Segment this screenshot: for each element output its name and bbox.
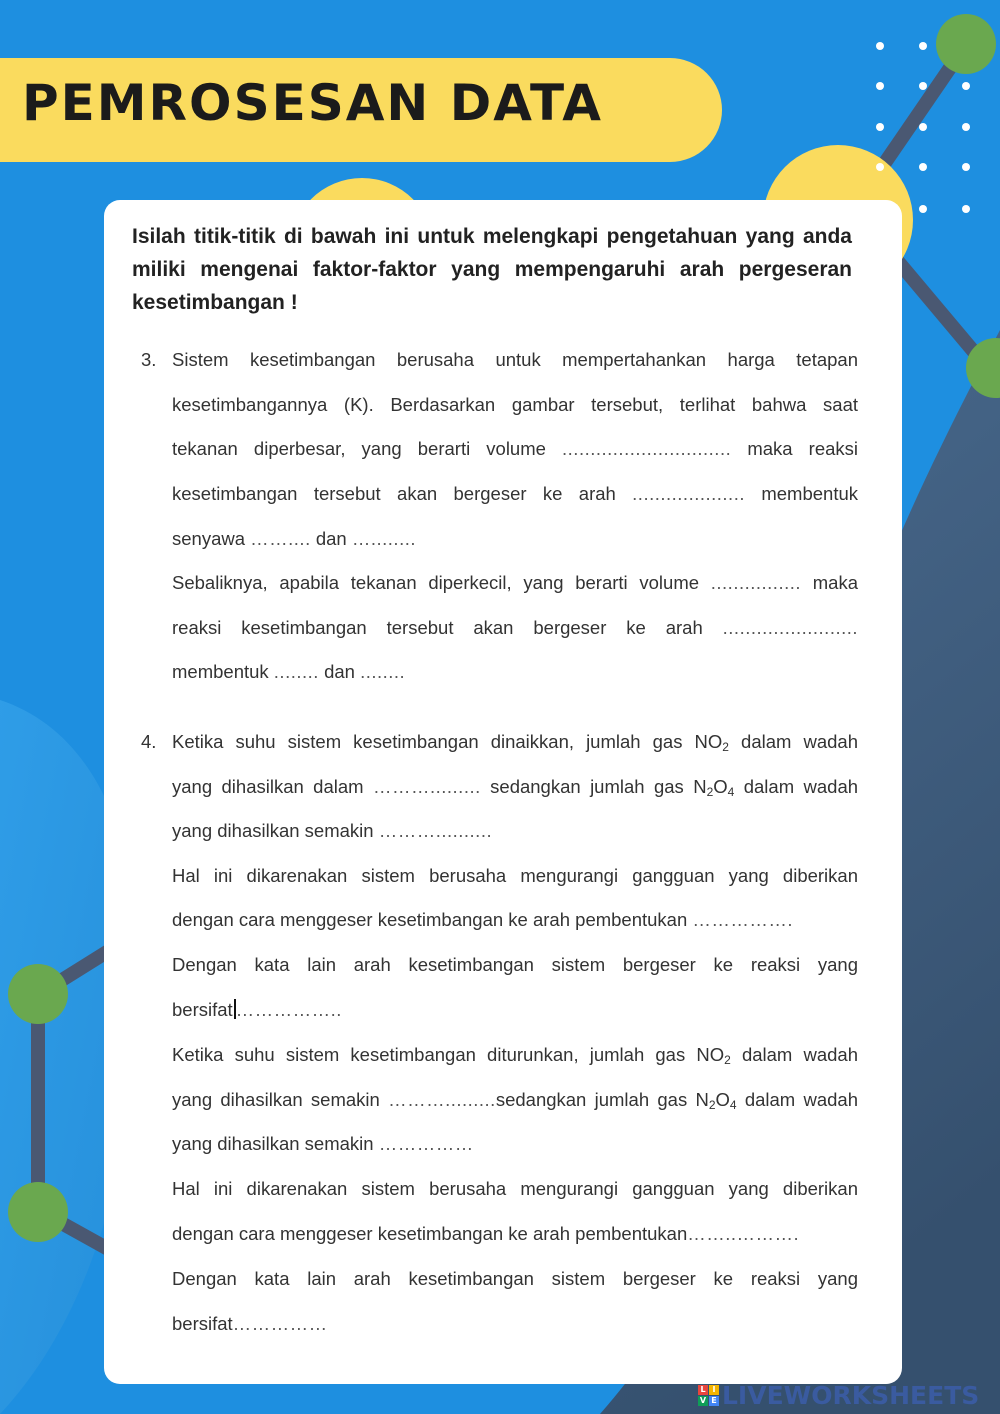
text-segment: sedangkan jumlah gas N [495,1089,709,1110]
instructions-text: Isilah titik-titik di bawah ini untuk melengkapi pengetahuan yang anda miliki mengenai faktor-faktor yang mempengaruhi arah pergeseran kesetimbangan ! [132,225,852,314]
subscript: 2 [724,1053,731,1067]
question-4-line-7 [172,999,858,1021]
answer-blank[interactable]: ........ [360,661,406,682]
text-segment: dalam wadah [728,731,858,752]
text-segment: Ketika suhu sistem kesetimbangan diturunkan, jumlah gas NO [172,1044,725,1065]
answer-blank[interactable]: ........ [273,661,319,682]
text-segment: Ketika suhu sistem kesetimbangan dinaikkan, jumlah gas NO [172,731,723,752]
question-4-line-9 [172,1089,858,1111]
logo-letter: E [709,1396,719,1406]
question-3-line-4 [172,483,858,505]
subscript: 2 [722,740,729,754]
answer-blank[interactable]: .............................. [562,438,732,459]
text-segment: bersifat [172,999,233,1020]
subscript: 4 [727,785,735,799]
question-3-line-1: Sistem kesetimbangan berusaha untuk mempertahankan harga tetapan [172,349,858,370]
page-title: PEMROSESAN DATA [22,74,603,132]
subscript: 2 [706,785,714,799]
answer-blank[interactable]: …………… [378,1133,474,1154]
watermark-text: LIVEWORKSHEETS [722,1380,980,1410]
answer-blank[interactable]: ………......... [372,776,481,797]
green-node-top-right [936,14,996,74]
text-segment: dalam wadah [736,1089,858,1110]
text-segment: yang dihasilkan dalam [172,776,364,797]
answer-blank[interactable]: ........................ [722,617,859,638]
answer-blank[interactable]: …………… [232,1313,328,1334]
answer-blank[interactable]: ................ [710,572,802,593]
text-segment: maka [812,572,858,593]
question-3-number: 3. [141,349,157,370]
logo-letter: V [699,1395,707,1405]
answer-blank[interactable]: .................... [632,483,745,504]
question-3-line-6 [172,572,858,594]
green-node-left-lower [8,1182,68,1242]
question-4-number: 4. [141,731,157,752]
text-segment: Sebaliknya, apabila tekanan diperkecil, yang berarti volume [172,572,700,593]
answer-blank[interactable]: ……….......... [378,820,493,841]
logo-letter: I [709,1385,719,1395]
subscript: 2 [708,1098,716,1112]
text-segment: membentuk [761,483,858,504]
text-segment: O [713,776,728,797]
question-4-line-14 [172,1313,858,1335]
question-4-line-13: Dengan kata lain arah kesetimbangan sistem bergeser ke reaksi yang [172,1268,858,1289]
text-segment: maka reaksi [747,438,859,459]
text-segment: dengan cara menggeser kesetimbangan ke arah pembentukan [172,1223,688,1244]
text-segment: O [715,1089,730,1110]
answer-blank[interactable]: ……..………. [687,1223,800,1244]
text-segment: dalam wadah [730,1044,858,1065]
answer-blank[interactable]: …........ [351,528,416,549]
question-4-line-5 [172,909,858,931]
question-3-line-5 [172,528,858,550]
text-segment: reaksi kesetimbangan tersebut akan bergeser ke arah [172,617,703,638]
question-4-line-10 [172,1133,858,1155]
text-segment: membentuk [172,661,269,682]
question-4-line-2 [172,776,858,798]
text-segment: dalam wadah [734,776,859,797]
answer-blank[interactable]: …….... [250,528,311,549]
subscript: 4 [729,1098,737,1112]
text-segment: senyawa [172,528,246,549]
liveworksheets-logo-icon [698,1385,719,1406]
question-4-line-12 [172,1223,858,1245]
question-4-line-3 [172,820,858,842]
text-segment: kesetimbangan tersebut akan bergeser ke arah [172,483,616,504]
question-4-line-4: Hal ini dikarenakan sistem berusaha mengurangi gangguan yang diberikan [172,865,858,886]
question-4-line-8 [172,1044,858,1066]
answer-blank[interactable]: ………......... [388,1089,496,1110]
question-4-line-11: Hal ini dikarenakan sistem berusaha mengurangi gangguan yang diberikan [172,1178,858,1199]
liveworksheets-watermark [698,1380,979,1410]
text-segment: yang dihasilkan semakin [172,1133,374,1154]
text-segment: dan [324,661,355,682]
logo-letter: L [698,1385,708,1395]
question-3-line-3 [172,438,858,460]
question-3-line-2: kesetimbangannya (K). Berdasarkan gambar tersebut, terlihat bahwa saat [172,394,858,415]
question-4-line-6: Dengan kata lain arah kesetimbangan sistem bergeser ke reaksi yang [172,954,858,975]
answer-blank[interactable]: …………….. [235,999,342,1020]
question-3-line-7 [172,617,858,639]
text-segment: yang dihasilkan semakin [172,820,374,841]
answer-blank[interactable]: ……………. [692,909,794,930]
text-segment: sedangkan jumlah gas N [490,776,707,797]
question-3-line-8 [172,661,858,683]
text-segment: tekanan diperbesar, yang berarti volume [172,438,546,459]
text-segment: yang dihasilkan semakin [172,1089,380,1110]
text-segment: dengan cara menggeser kesetimbangan ke arah pembentukan [172,909,688,930]
green-node-left-upper [8,964,68,1024]
question-4-line-1 [172,731,858,753]
text-segment: dan [315,528,347,549]
text-segment: bersifat [172,1313,233,1334]
